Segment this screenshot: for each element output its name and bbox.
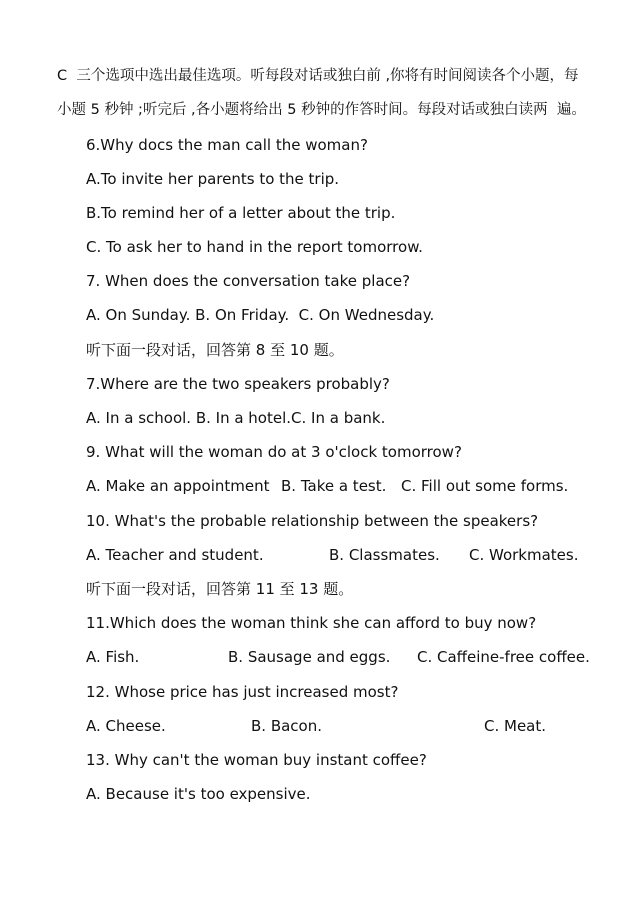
q9-option-b: B. Take a test. — [281, 477, 387, 495]
instruction-line-2: 小题 5 秒钟 ;听完后 ,各小题将给出 5 秒钟的作答时间。每段对话或独白读两 遍。 — [57, 102, 586, 118]
q11-option-b: B. Sausage and eggs. — [228, 648, 391, 666]
q12-option-a: A. Cheese. — [86, 717, 166, 735]
question-7-where: 7.Where are the two speakers probably? — [86, 375, 390, 393]
q6-option-a: A.To invite her parents to the trip. — [86, 170, 340, 188]
instruction-line-1: C 三个选项中选出最佳选项。听每段对话或独白前 ,你将有时间阅读各个小题，每 — [57, 68, 579, 84]
question-10: 10. What's the probable relationship between the speakers? — [86, 512, 539, 530]
q6-option-b: B.To remind her of a letter about the trip. — [86, 204, 396, 222]
section-heading-8-10: 听下面一段对话，回答第 8 至 10 题。 — [86, 341, 344, 359]
q9-option-a: A. Make an appointment — [86, 477, 270, 495]
question-9: 9. What will the woman do at 3 o'clock tomorrow? — [86, 443, 462, 461]
q9-option-c: C. Fill out some forms. — [401, 477, 569, 495]
question-6: 6.Why docs the man call the woman? — [86, 136, 368, 154]
section-heading-11-13: 听下面一段对话，回答第 11 至 13 题。 — [86, 580, 354, 598]
q10-option-a: A. Teacher and student. — [86, 546, 264, 564]
q10-option-b: B. Classmates. — [329, 546, 440, 564]
q10-option-c: C. Workmates. — [469, 546, 579, 564]
q11-option-c: C. Caffeine-free coffee. — [417, 648, 590, 666]
q13-option-a: A. Because it's too expensive. — [86, 785, 311, 803]
question-11: 11.Which does the woman think she can afford to buy now? — [86, 614, 537, 632]
question-7-when: 7. When does the conversation take place? — [86, 272, 411, 290]
q12-option-b: B. Bacon. — [251, 717, 323, 735]
q12-option-c: C. Meat. — [484, 717, 547, 735]
q7-when-options: A. On Sunday. B. On Friday. C. On Wednesday. — [86, 306, 435, 324]
question-12: 12. Whose price has just increased most? — [86, 683, 399, 701]
question-13: 13. Why can't the woman buy instant coffee? — [86, 751, 427, 769]
q6-option-c: C. To ask her to hand in the report tomorrow. — [86, 238, 423, 256]
q7-where-options: A. In a school. B. In a hotel.C. In a bank. — [86, 409, 386, 427]
q11-option-a: A. Fish. — [86, 648, 140, 666]
